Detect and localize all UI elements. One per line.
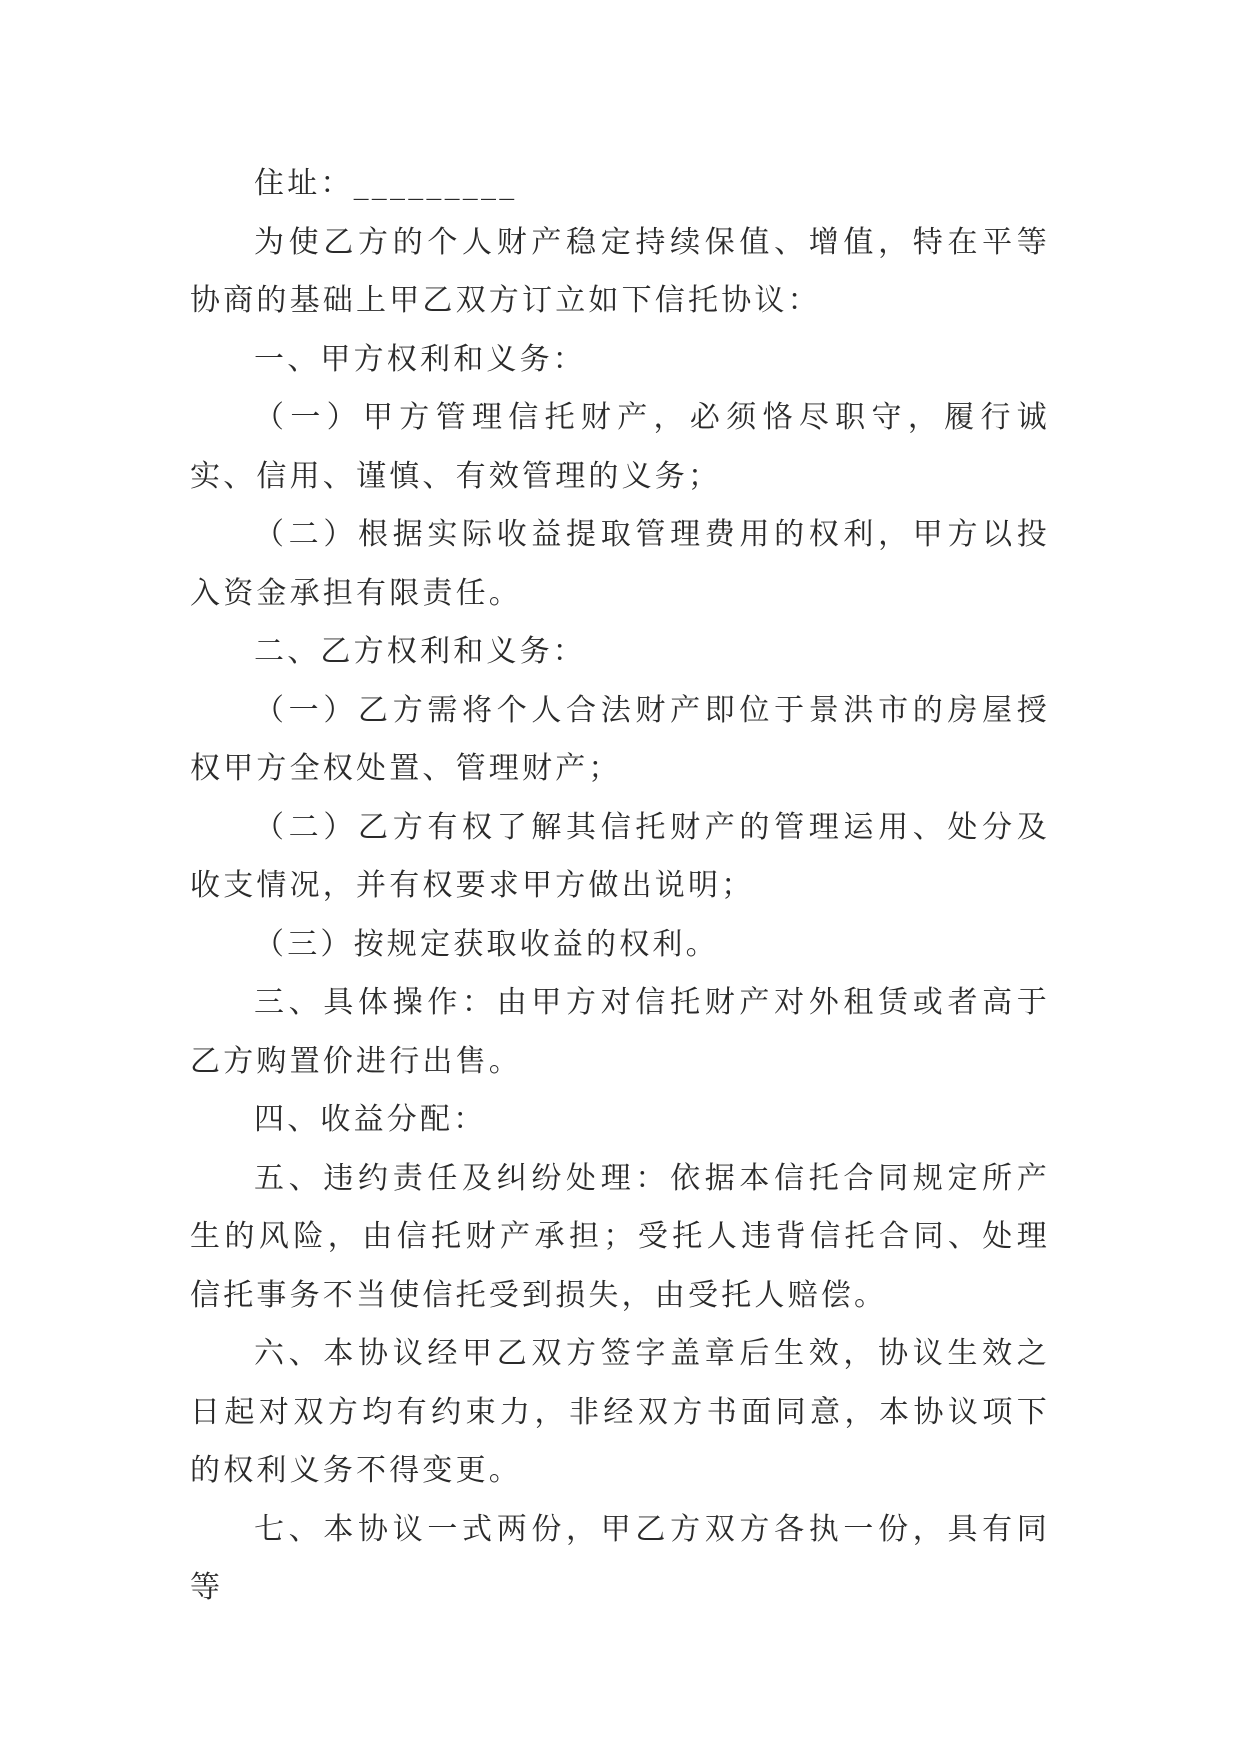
section-seven-paragraph: 七、本协议一式两份，甲乙方双方各执一份，具有同等 — [190, 1511, 1050, 1605]
section-five-paragraph: 五、违约责任及纠纷处理：依据本信托合同规定所产生的风险，由信托财产承担；受托人违背信托合同、处理信托事务不当使信托受到损失，由受托人赔偿。 — [190, 1160, 1050, 1313]
address-line: 住址：_________ — [254, 166, 518, 201]
section-one-item-2: （二）根据实际收益提取管理费用的权利，甲方以投入资金承担有限责任。 — [190, 517, 1050, 611]
section-four-heading: 四、收益分配： — [254, 1102, 487, 1137]
section-one-heading: 一、甲方权利和义务： — [254, 341, 586, 377]
section-three-paragraph: 三、具体操作：由甲方对信托财产对外租赁或者高于乙方购置价进行出售。 — [190, 985, 1050, 1079]
section-one-item-1: （一）甲方管理信托财产，必须恪尽职守，履行诚实、信用、谨慎、有效管理的义务； — [190, 400, 1050, 494]
section-two-item-3: （三）按规定获取收益的权利。 — [254, 926, 719, 962]
section-two-item-2: （二）乙方有权了解其信托财产的管理运用、处分及收支情况，并有权要求甲方做出说明； — [190, 809, 1050, 903]
document-body — [190, 155, 1050, 1618]
section-two-heading: 二、乙方权利和义务： — [254, 634, 586, 669]
section-two-item-1: （一）乙方需将个人合法财产即位于景洪市的房屋授权甲方全权处置、管理财产； — [190, 692, 1050, 786]
preamble-paragraph: 为使乙方的个人财产稳定持续保值、增值，特在平等协商的基础上甲乙双方订立如下信托协议： — [190, 224, 1050, 318]
section-six-paragraph: 六、本协议经甲乙双方签字盖章后生效，协议生效之日起对双方均有约束力，非经双方书面同意，本协议项下的权利义务不得变更。 — [190, 1336, 1050, 1488]
